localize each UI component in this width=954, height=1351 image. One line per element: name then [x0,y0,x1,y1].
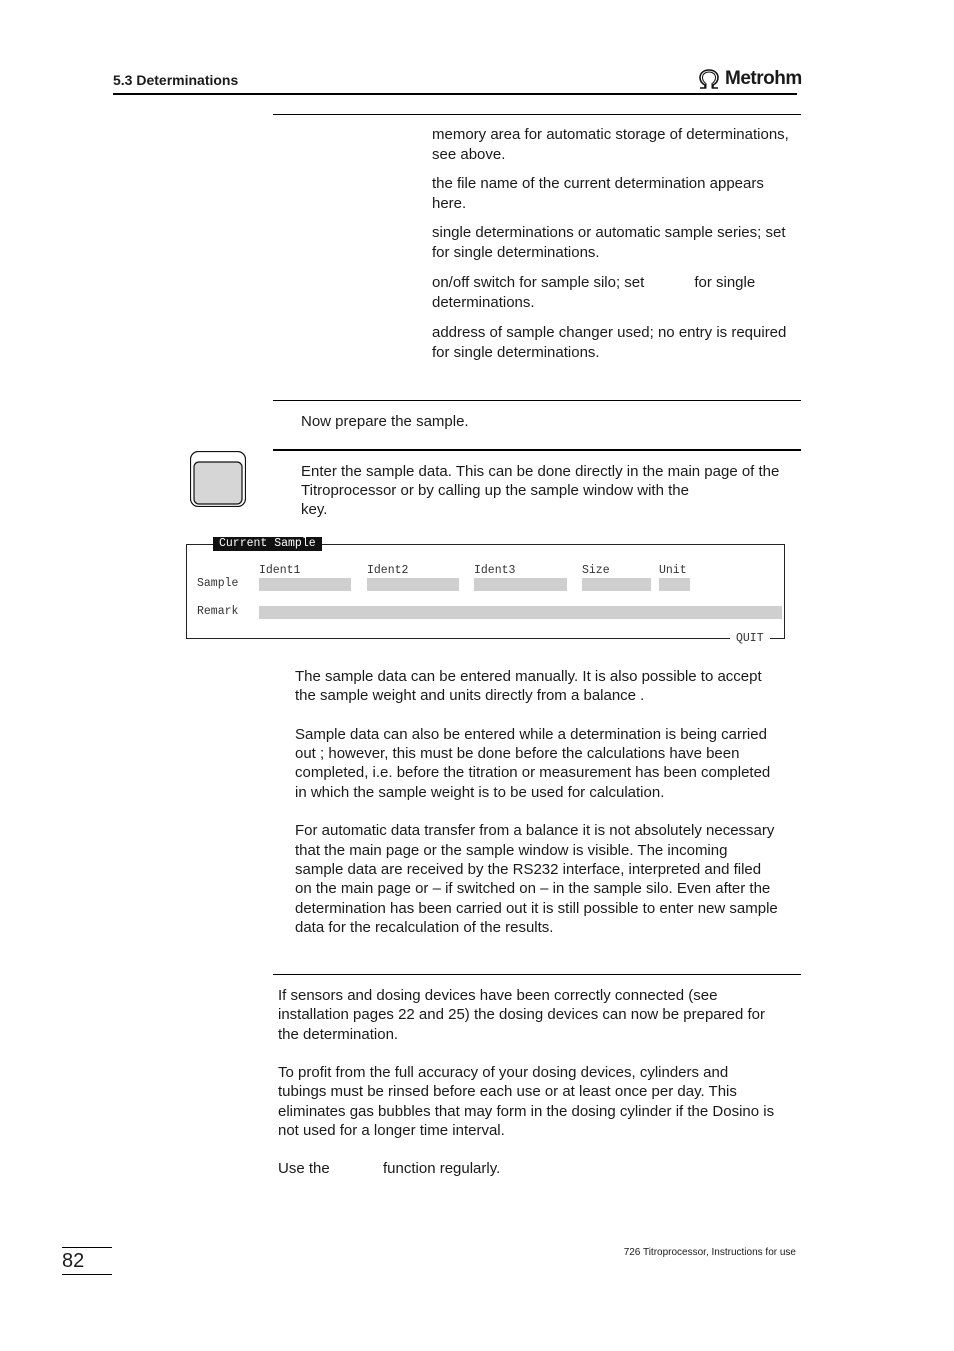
enter-sample-line2: Titroprocessor or by calling up the sample window with the [301,482,689,499]
ident2-field[interactable] [367,578,459,591]
dosing-paragraphs [278,986,774,1140]
dosing-para-line: To profit from the full accuracy of your dosing devices, cylinders and [278,1064,729,1082]
sample-para-line: sample data are received by the RS232 interface, interpreted and filed [295,860,762,878]
dosing-para-line: not used for a longer time interval. [278,1122,505,1140]
page-number-rule [62,1247,112,1248]
column-size: Size [582,564,610,577]
sample-para-line: completed, i.e. before the titration or measurement has been completed [295,764,771,782]
dosing-para-line: eliminates gas bubbles that may form in the dosing cylinder if the Dosino is [278,1102,775,1120]
use-the-suffix: function regularly. [383,1160,501,1177]
sample-para-line: out ; however, this must be done before the calculations have been [295,745,740,763]
column-ident1: Ident1 [259,564,301,577]
sample-para-line: determination has been carried out it is still possible to enter new sample [295,899,778,917]
sample-para-line: that the main page or the sample window is visible. The incoming [295,841,728,859]
dosing-para-line: the determination. [278,1025,399,1043]
window-title: Current Sample [213,537,322,551]
sample-para-line: For automatic data transfer from a balance it is not absolutely necessary [295,822,775,840]
sample-para-line: the sample weight and units directly from a balance . [295,687,645,705]
metrohm-logo [697,66,802,92]
enter-sample-line3: key. [301,501,328,518]
enter-sample-line1: Enter the sample data. This can be done directly in the main page of the [301,463,780,480]
dosing-para-line: If sensors and dosing devices have been correctly connected (see [278,987,718,1004]
column-unit: Unit [659,564,687,577]
page-number-rule [62,1274,112,1275]
row-label-remark: Remark [197,605,239,618]
footer-doc-title: 726 Titroprocessor, Instructions for use [623,1247,796,1258]
dosing-para-line: tubings must be rinsed before each use or at least once per day. This [278,1083,737,1101]
ident3-field[interactable] [474,578,567,591]
definition-memory: memory area for automatic storage of determinations, see above. [432,126,789,163]
header-rule [113,93,797,95]
keyboard-key-icon [190,451,246,507]
definition-sample-series: single determinations or automatic sample series; set for single determinations. [432,224,836,261]
sample-para-line: Sample data can also be entered while a determination is being carried [295,725,767,743]
window-frame [186,544,785,639]
prepare-sample-text: Now prepare the sample. [301,413,469,430]
divider [273,449,801,451]
page-number: 82 [62,1250,85,1272]
sample-para-line: data for the recalculation of the results. [295,918,554,936]
sample-para-line: on the main page or – if switched on – in the sample silo. Even after the [295,880,771,898]
divider [273,114,801,115]
size-field[interactable] [582,578,651,591]
omega-icon [697,68,721,90]
quit-button[interactable]: QUIT [730,632,770,645]
section-title: 5.3 Determinations [113,72,239,88]
logo-text: Metrohm [725,68,802,89]
sample-para-line: The sample data can be entered manually. It is also possible to accept [295,668,762,685]
definition-sample-silo: on/off switch for sample silo; set for single determinations. [432,274,760,311]
row-label-sample: Sample [197,577,239,590]
use-the-prefix: Use the [278,1160,330,1177]
current-sample-window [186,536,786,644]
sample-para-line: in which the sample weight is to be used for calculation. [295,783,665,801]
ident1-field[interactable] [259,578,351,591]
divider [273,974,801,975]
dosing-para-line: installation pages 22 and 25) the dosing devices can now be prepared for [278,1006,765,1024]
column-ident2: Ident2 [367,564,409,577]
sample-info-paragraphs [295,667,778,937]
divider [273,400,801,401]
remark-field[interactable] [259,606,782,619]
definition-file-name: the file name of the current determination appears here. [432,175,764,212]
unit-field[interactable] [659,578,690,591]
definition-sample-changer: address of sample changer used; no entry is required for single determinations. [432,324,787,361]
column-ident3: Ident3 [474,564,516,577]
